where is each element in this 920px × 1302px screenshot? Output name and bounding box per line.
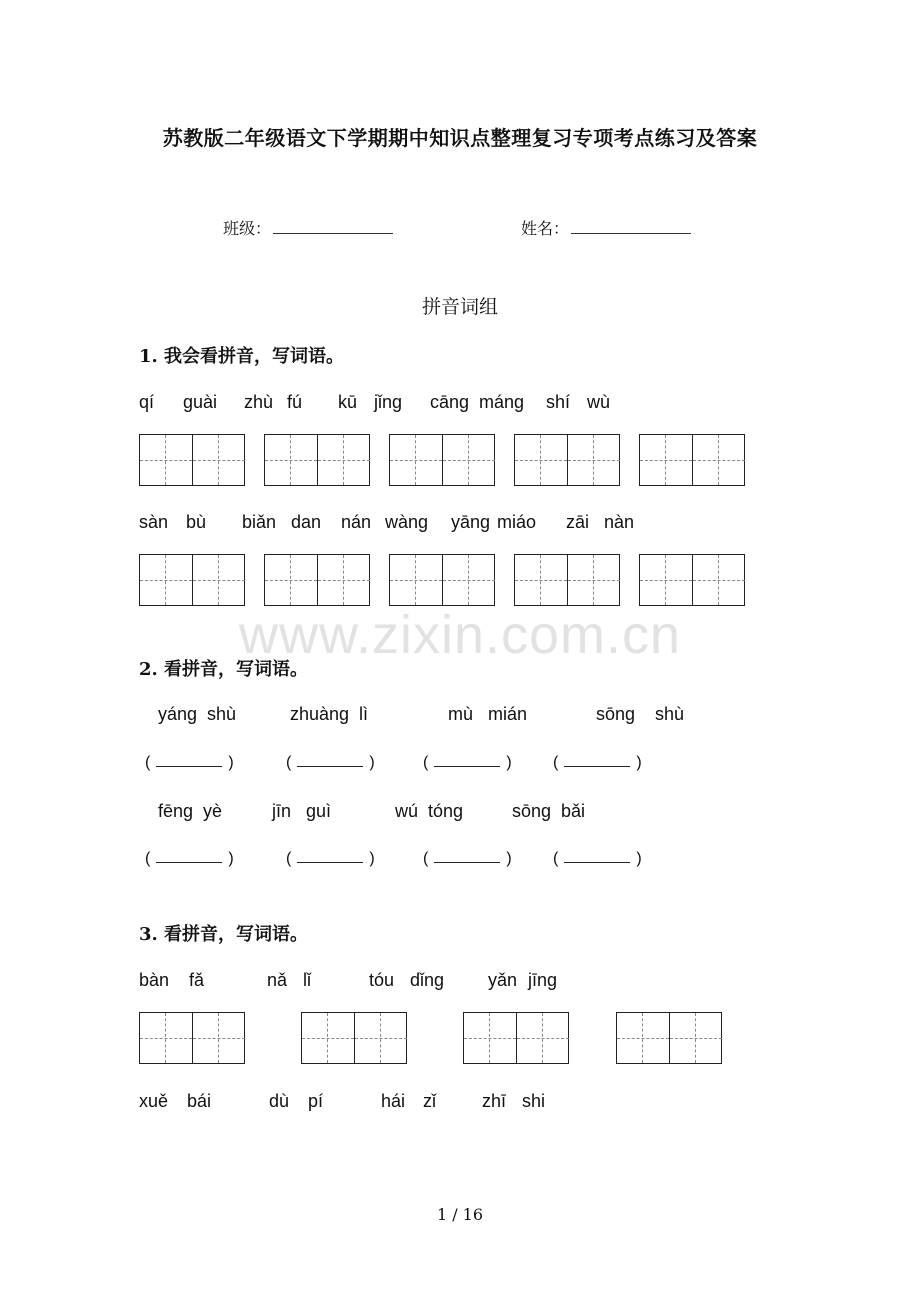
pinyin: dǐng — [410, 970, 445, 990]
answer-blank[interactable] — [423, 754, 512, 772]
pinyin: tóu — [369, 970, 395, 990]
paren-close: ) — [636, 850, 642, 867]
writing-box[interactable] — [463, 1012, 569, 1064]
pinyin: zāi — [566, 512, 590, 532]
pinyin: nàn — [604, 512, 635, 532]
pinyin: zhù — [244, 392, 274, 412]
paren-close: ) — [228, 850, 234, 867]
pinyin-word: zhuàng lì — [290, 704, 369, 724]
pinyin: kū — [338, 392, 358, 412]
writing-box[interactable] — [639, 434, 745, 486]
paren-open: ( — [145, 850, 151, 867]
pinyin: yāng — [451, 512, 491, 532]
q3-heading: 3. 看拼音，写词语。 — [139, 924, 309, 945]
name-label: 姓名： — [521, 219, 570, 238]
pinyin: nán — [341, 512, 372, 532]
pinyin: wù — [587, 392, 611, 412]
pinyin-word: sōng bǎi — [512, 801, 586, 821]
answer-blank[interactable] — [553, 754, 642, 772]
watermark: www.zixin.com.cn — [238, 605, 682, 665]
pinyin: pí — [308, 1091, 324, 1111]
pinyin: shí — [546, 392, 571, 412]
pinyin: zǐ — [423, 1091, 436, 1111]
writing-box[interactable] — [139, 434, 245, 486]
paren-open: ( — [145, 754, 151, 771]
writing-box[interactable] — [616, 1012, 722, 1064]
name-field — [521, 216, 691, 239]
pinyin: máng — [479, 392, 525, 412]
pinyin: biǎn — [242, 512, 277, 532]
answer-blank[interactable] — [145, 754, 234, 772]
writing-box[interactable] — [301, 1012, 407, 1064]
pinyin: hái — [381, 1091, 406, 1111]
pinyin: dù — [269, 1091, 290, 1111]
q2-heading: 2. 看拼音，写词语。 — [139, 659, 309, 680]
paren-close: ) — [636, 754, 642, 771]
paren-close: ) — [228, 754, 234, 771]
class-field — [223, 216, 393, 239]
writing-box[interactable] — [389, 434, 495, 486]
pinyin: bái — [187, 1091, 212, 1111]
pinyin: guài — [183, 392, 218, 412]
pinyin-word: jīn guì — [272, 801, 332, 821]
answer-blank[interactable] — [423, 850, 512, 868]
pinyin: bàn — [139, 970, 170, 990]
pinyin: jǐng — [374, 392, 403, 412]
writing-box[interactable] — [264, 434, 370, 486]
class-blank[interactable] — [273, 219, 393, 234]
paren-close: ) — [506, 850, 512, 867]
pinyin: miáo — [497, 512, 537, 532]
paren-open: ( — [423, 850, 429, 867]
page-number: 1 / 16 — [436, 1205, 484, 1224]
answer-blank[interactable] — [286, 850, 375, 868]
answer-blank[interactable] — [286, 754, 375, 772]
writing-box[interactable] — [389, 554, 495, 606]
writing-box[interactable] — [139, 1012, 245, 1064]
paren-open: ( — [553, 850, 559, 867]
pinyin: yǎn — [488, 970, 518, 990]
answer-blank[interactable] — [145, 850, 234, 868]
pinyin: jīng — [528, 970, 558, 990]
pinyin: bù — [186, 512, 207, 532]
pinyin: wàng — [385, 512, 429, 532]
pinyin: shi — [522, 1091, 546, 1111]
section-title: 拼音词组 — [421, 296, 498, 318]
pinyin: nǎ — [267, 970, 288, 990]
paren-open: ( — [553, 754, 559, 771]
pinyin-word: sōng shù — [596, 704, 685, 724]
paren-close: ) — [506, 754, 512, 771]
pinyin-word: mù mián — [448, 704, 528, 724]
q1-heading: 1. 我会看拼音，写词语。 — [139, 346, 345, 367]
pinyin: xuě — [139, 1091, 169, 1111]
pinyin: sàn — [139, 512, 169, 532]
paren-open: ( — [286, 754, 292, 771]
pinyin: qí — [139, 392, 155, 412]
document-title: 苏教版二年级语文下学期期中知识点整理复习专项考点练习及答案 — [162, 126, 758, 150]
pinyin: lǐ — [303, 970, 311, 990]
pinyin-word: yáng shù — [158, 704, 237, 724]
pinyin-word: wú tóng — [395, 801, 464, 821]
answer-blank[interactable] — [553, 850, 642, 868]
writing-box[interactable] — [514, 434, 620, 486]
pinyin: fǎ — [189, 970, 205, 990]
pinyin-word: fēng yè — [158, 801, 223, 821]
pinyin: dan — [291, 512, 322, 532]
paren-close: ) — [369, 754, 375, 771]
pinyin: cāng — [430, 392, 470, 412]
paren-close: ) — [369, 850, 375, 867]
name-blank[interactable] — [571, 219, 691, 234]
paren-open: ( — [423, 754, 429, 771]
writing-box[interactable] — [639, 554, 745, 606]
pinyin: zhī — [482, 1091, 507, 1111]
writing-box[interactable] — [514, 554, 620, 606]
class-label: 班级： — [223, 219, 272, 238]
writing-box[interactable] — [264, 554, 370, 606]
paren-open: ( — [286, 850, 292, 867]
pinyin: fú — [287, 392, 303, 412]
writing-box[interactable] — [139, 554, 245, 606]
